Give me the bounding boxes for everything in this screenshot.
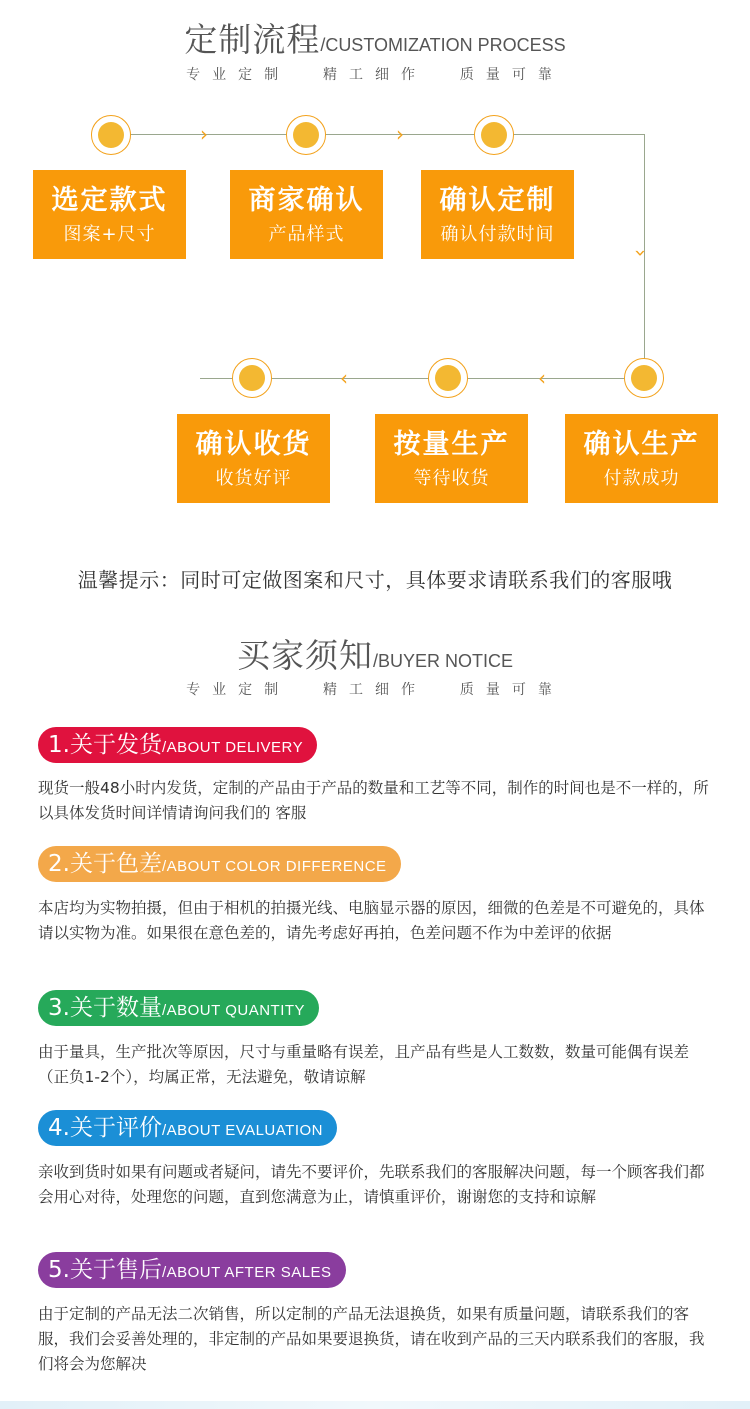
process-title xyxy=(0,14,750,61)
process-title-cn: 定制流程 xyxy=(184,20,321,59)
step-title: 按量生产 xyxy=(393,429,510,460)
notice-badge-color xyxy=(38,846,401,882)
step-node-6 xyxy=(232,358,272,398)
notice-title-cn: 买家须知 xyxy=(236,636,373,675)
notice-badge-evaluation xyxy=(38,1110,337,1146)
arrow-down-icon: › xyxy=(629,249,653,257)
notice-badge-aftersales xyxy=(38,1252,346,1288)
notice-text-evaluation: 亲收到货时如果有问题或者疑问，请先不要评价，先联系我们的客服解决问题，每一个顾客我们都会用心对待，处理您的问题，直到您满意为止，请慎重评价，谢谢您的支持和谅解 xyxy=(38,1163,705,1206)
step-title: 商家确认 xyxy=(248,185,365,216)
step-node-1 xyxy=(91,115,131,155)
step-subtitle: 图案+尺寸 xyxy=(63,224,156,245)
step-subtitle: 付款成功 xyxy=(603,468,680,489)
step-box-6 xyxy=(177,414,330,503)
notice-badge-quantity xyxy=(38,990,319,1026)
arrow-right-icon: › xyxy=(200,122,208,146)
bottom-band xyxy=(0,1401,750,1409)
step-title: 确认定制 xyxy=(439,185,556,216)
notice-text-color: 本店均为实物拍摄，但由于相机的拍摄光线、电脑显示器的原因，细微的色差是不可避免的，具体请以实物为准。如果很在意色差的，请先考虑好再拍，色差问题不作为中差评的依据 xyxy=(38,899,705,942)
step-node-3 xyxy=(474,115,514,155)
step-box-2 xyxy=(230,170,383,259)
step-subtitle: 收货好评 xyxy=(215,468,292,489)
notice-subtitle: 专业定制 精工细作 质量可靠 xyxy=(186,682,564,698)
notice-text-aftersales: 由于定制的产品无法二次销售，所以定制的产品无法退换货，如果有质量问题，请联系我们的客服，我们会妥善处理的，非定制的产品如果要退换货，请在收到产品的三天内联系我们的客服，我们将会为您解决 xyxy=(38,1305,705,1373)
step-box-4 xyxy=(565,414,718,503)
process-title-en: /CUSTOMIZATION PROCESS xyxy=(320,35,566,55)
step-title: 选定款式 xyxy=(51,185,168,216)
notice-text-quantity: 由于量具，生产批次等原因，尺寸与重量略有误差，且产品有些是人工数数，数量可能偶有误差（正负1-2个），均属正常，无法避免，敬请谅解 xyxy=(38,1043,690,1086)
notice-label-en: /ABOUT DELIVERY xyxy=(161,739,304,756)
step-subtitle: 等待收货 xyxy=(413,468,490,489)
notice-label-en: /ABOUT COLOR DIFFERENCE xyxy=(161,858,387,875)
notice-label-en: /ABOUT QUANTITY xyxy=(161,1002,306,1019)
process-line-top xyxy=(110,134,644,135)
notice-label-en: /ABOUT AFTER SALES xyxy=(161,1264,332,1281)
step-box-3 xyxy=(421,170,574,259)
arrow-right-icon: › xyxy=(396,122,404,146)
notice-label-cn: 1.关于发货 xyxy=(48,732,162,758)
notice-badge-delivery xyxy=(38,727,317,763)
step-box-1 xyxy=(33,170,186,259)
notice-label-cn: 3.关于数量 xyxy=(48,995,162,1021)
arrow-left-icon: ‹ xyxy=(340,366,348,390)
notice-label-cn: 4.关于评价 xyxy=(48,1115,162,1141)
notice-label-en: /ABOUT EVALUATION xyxy=(161,1122,323,1139)
notice-text-delivery: 现货一般48小时内发货，定制的产品由于产品的数量和工艺等不同，制作的时间也是不一样的，所以具体发货时间详情请询问我们的 客服 xyxy=(38,779,709,822)
notice-title-en: /BUYER NOTICE xyxy=(372,651,514,671)
notice-label-cn: 2.关于色差 xyxy=(48,851,162,877)
step-subtitle: 确认付款时间 xyxy=(440,224,555,245)
arrow-left-icon: ‹ xyxy=(538,366,546,390)
step-subtitle: 产品样式 xyxy=(268,224,345,245)
step-title: 确认收货 xyxy=(195,429,312,460)
process-subtitle: 专业定制 精工细作 质量可靠 xyxy=(186,67,564,83)
step-title: 确认生产 xyxy=(583,429,700,460)
notice-label-cn: 5.关于售后 xyxy=(48,1257,162,1283)
step-node-2 xyxy=(286,115,326,155)
step-node-5 xyxy=(428,358,468,398)
tip-text: 温馨提示：同时可定做图案和尺寸，具体要求请联系我们的客服哦 xyxy=(77,568,673,592)
step-node-4 xyxy=(624,358,664,398)
notice-title xyxy=(0,630,750,677)
step-box-5 xyxy=(375,414,528,503)
